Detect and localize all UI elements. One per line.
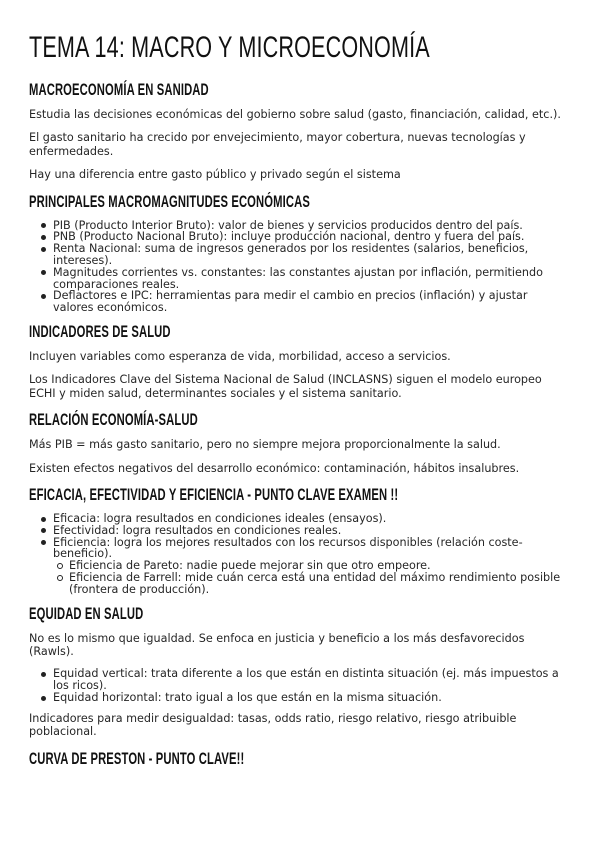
heading-indicadores: INDICADORES DE SALUD <box>29 322 171 341</box>
list-item: Efectividad: logra resultados en condiciones reales. <box>53 525 571 537</box>
list-item: Equidad vertical: trata diferente a los que están en distinta situación (ej. más impuestos a los ricos). <box>53 668 571 692</box>
list-item-text: Eficiencia: logra los mejores resultados con los recursos disponibles (relación coste-beneficio). <box>53 535 523 561</box>
heading-macroeconomia: MACROECONOMÍA EN SANIDAD <box>29 80 209 99</box>
macro-paragraph-1: Estudia las decisiones económicas del gobierno sobre salud (gasto, financiación, calidad, etc.). <box>29 108 561 121</box>
sublist-item: Eficiencia de Farrell: mide cuán cerca está una entidad del máximo rendimiento posible (frontera de producción). <box>69 572 571 596</box>
macro-paragraph-2: El gasto sanitario ha crecido por envejecimiento, mayor cobertura, nuevas tecnologías y enfermedades. <box>29 131 526 158</box>
indicadores-paragraph-2: Los Indicadores Clave del Sistema Nacional de Salud (INCLASNS) siguen el modelo europeo ECHI y miden salud, determinantes sociales y el sistema sanitario. <box>29 373 542 400</box>
sublist-item: Eficiencia de Pareto: nadie puede mejorar sin que otro empeore. <box>69 560 571 572</box>
list-item: PNB (Producto Nacional Bruto): incluye producción nacional, dentro y fuera del país. <box>53 231 571 243</box>
list-item: Deflactores e IPC: herramientas para medir el cambio en precios (inflación) y ajustar valores económicos. <box>53 290 571 314</box>
list-item: Renta Nacional: suma de ingresos generados por los residentes (salarios, beneficios, intereses). <box>53 243 571 267</box>
heading-preston: CURVA DE PRESTON - PUNTO CLAVE!! <box>29 748 245 768</box>
equidad-paragraph-1: No es lo mismo que igualdad. Se enfoca en justicia y beneficio a los más desfavorecidos (Rawls). <box>29 631 525 659</box>
equidad-list <box>29 668 571 703</box>
heading-relacion: RELACIÓN ECONOMÍA-SALUD <box>29 410 198 430</box>
list-item: PIB (Producto Interior Bruto): valor de bienes y servicios producidos dentro del país. <box>53 220 571 232</box>
indicadores-paragraph-1: Incluyen variables como esperanza de vida, morbilidad, acceso a servicios. <box>29 350 451 363</box>
macromagnitudes-list <box>29 220 571 314</box>
list-item: Eficacia: logra resultados en condiciones ideales (ensayos). <box>53 513 571 525</box>
heading-eficacia: EFICACIA, EFECTIVIDAD Y EFICIENCIA - PUNTO CLAVE EXAMEN !! <box>29 485 399 505</box>
list-item <box>53 537 571 596</box>
relacion-paragraph-1: Más PIB = más gasto sanitario, pero no siempre mejora proporcionalmente la salud. <box>29 438 501 452</box>
eficiencia-sublist <box>53 560 571 595</box>
relacion-paragraph-2: Existen efectos negativos del desarrollo económico: contaminación, hábitos insalubres. <box>29 461 520 475</box>
equidad-paragraph-2: Indicadores para medir desigualdad: tasas, odds ratio, riesgo relativo, riesgo atribuible poblacional. <box>29 711 517 739</box>
list-item: Equidad horizontal: trato igual a los que están en la misma situación. <box>53 692 571 704</box>
heading-macromagnitudes: PRINCIPALES MACROMAGNITUDES ECONÓMICAS <box>29 191 310 211</box>
document-title: TEMA 14: MACRO Y MICROECONOMÍA <box>29 31 430 64</box>
document-page <box>29 28 571 777</box>
eficacia-list <box>29 513 571 596</box>
list-item: Magnitudes corrientes vs. constantes: las constantes ajustan por inflación, permitiendo comparaciones reales. <box>53 267 571 291</box>
heading-equidad: EQUIDAD EN SALUD <box>29 603 144 623</box>
macro-paragraph-3: Hay una diferencia entre gasto público y privado según el sistema <box>29 168 401 182</box>
